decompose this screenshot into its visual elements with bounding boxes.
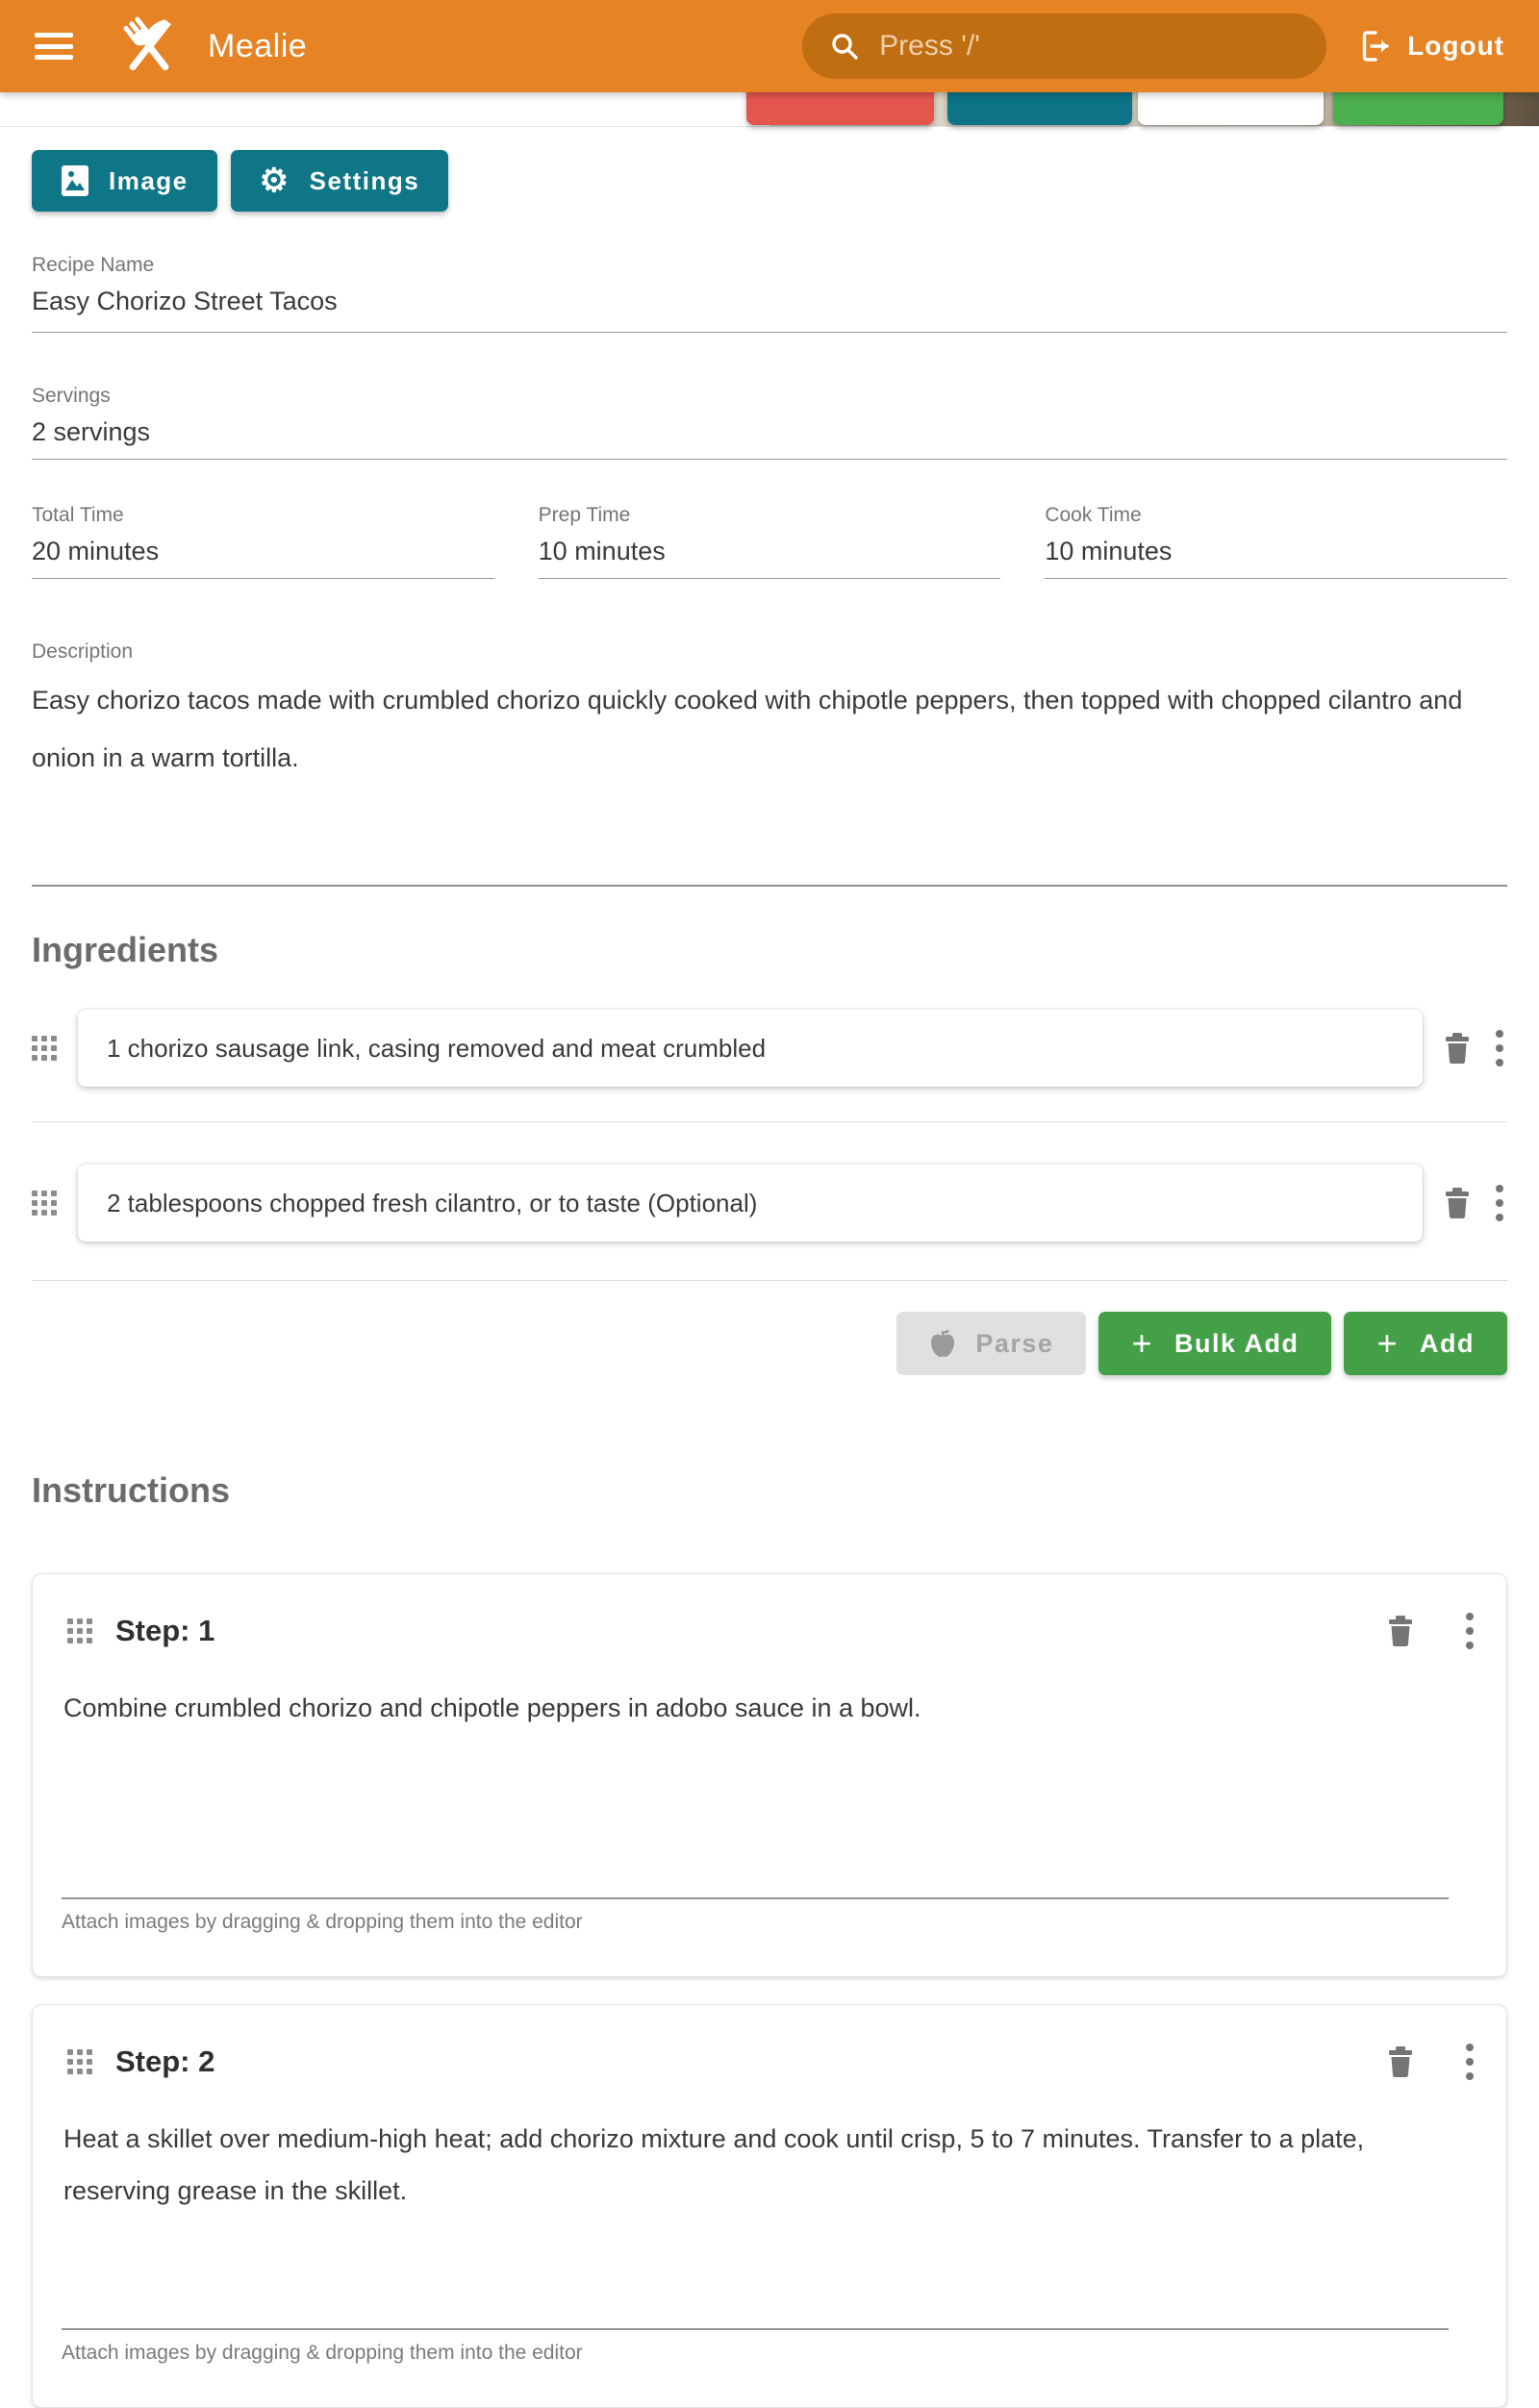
trash-icon xyxy=(1387,1616,1414,1646)
ingredients-heading: Ingredients xyxy=(32,930,219,969)
parse-button[interactable] xyxy=(896,1312,1086,1375)
ingredient-menu-button[interactable] xyxy=(1492,1181,1507,1225)
divider xyxy=(32,1280,1507,1281)
step-header xyxy=(62,2030,1477,2094)
trash-icon xyxy=(1387,2046,1414,2077)
ingredient-row xyxy=(32,1165,1507,1242)
image-button[interactable] xyxy=(32,150,217,212)
ingredient-input[interactable]: 2 tablespoons chopped fresh cilantro, or to taste (Optional) xyxy=(78,1165,1423,1242)
attach-images-hint: Attach images by dragging & dropping them into the editor xyxy=(62,2342,583,2364)
step-title: Step: 2 xyxy=(115,2044,215,2078)
bulk-add-button[interactable] xyxy=(1098,1312,1331,1375)
step-title: Step: 1 xyxy=(115,1614,215,1647)
drag-handle-icon[interactable] xyxy=(67,2049,92,2074)
app-title: Mealie xyxy=(208,27,308,64)
cook-time-label: Cook Time xyxy=(1045,504,1142,526)
plus-icon: + xyxy=(1376,1323,1400,1363)
plus-icon: + xyxy=(1131,1323,1153,1363)
total-time-label: Total Time xyxy=(32,504,124,526)
image-icon xyxy=(61,164,89,197)
recipe-name-input[interactable]: Easy Chorizo Street Tacos xyxy=(32,287,1507,333)
description-field xyxy=(32,640,1507,887)
logout-label: Logout xyxy=(1407,31,1504,61)
instructions-heading: Instructions xyxy=(32,1470,231,1510)
total-time-field xyxy=(32,504,494,579)
editor-toolbar xyxy=(32,150,1507,212)
step-card xyxy=(32,1573,1507,1977)
step-text-editor[interactable]: Combine crumbled chorizo and chipotle peppers in adobo sauce in a bowl. xyxy=(63,1693,921,1722)
servings-field xyxy=(32,385,1507,460)
search-placeholder: Press '/' xyxy=(879,30,980,62)
logout-button[interactable] xyxy=(1361,30,1504,63)
total-time-input[interactable]: 20 minutes xyxy=(32,537,494,579)
step-menu-button[interactable] xyxy=(1462,1609,1477,1653)
drag-handle-icon[interactable] xyxy=(67,1618,92,1643)
delete-ingredient-button[interactable] xyxy=(1444,1033,1471,1064)
ingredient-row xyxy=(32,1010,1507,1087)
ingredient-menu-button[interactable] xyxy=(1492,1026,1507,1070)
menu-icon[interactable] xyxy=(35,33,73,60)
bulk-add-button-label: Bulk Add xyxy=(1173,1328,1299,1358)
description-textarea[interactable]: Easy chorizo tacos made with crumbled chorizo quickly cooked with chipotle peppers, then topped with chopped cilantro and onion in a warm tortilla. xyxy=(32,686,1463,772)
step-card xyxy=(32,2004,1507,2408)
delete-step-button[interactable] xyxy=(1387,1616,1414,1646)
editor-divider xyxy=(62,2328,1449,2330)
gear-icon: ⚙ xyxy=(259,163,290,199)
servings-input[interactable]: 2 servings xyxy=(32,417,1507,460)
drag-handle-icon[interactable] xyxy=(32,1191,57,1216)
recipe-editor xyxy=(0,127,1539,2408)
step-header xyxy=(62,1599,1477,1663)
time-fields-row xyxy=(32,504,1507,579)
step-menu-button[interactable] xyxy=(1462,2040,1477,2084)
editor-divider xyxy=(62,1897,1449,1899)
attach-images-hint: Attach images by dragging & dropping them into the editor xyxy=(62,1911,583,1933)
ingredient-actions xyxy=(32,1312,1507,1375)
description-underline xyxy=(32,885,1507,887)
cook-time-field xyxy=(1045,504,1507,579)
cook-time-input[interactable]: 10 minutes xyxy=(1045,537,1507,579)
recipe-name-label: Recipe Name xyxy=(32,254,155,276)
recipe-name-field xyxy=(32,254,1507,333)
settings-button-label: Settings xyxy=(309,165,420,195)
drag-handle-icon[interactable] xyxy=(32,1036,57,1061)
mealie-logo-icon xyxy=(115,14,183,78)
prep-time-input[interactable]: 10 minutes xyxy=(539,537,1001,579)
prep-time-label: Prep Time xyxy=(538,504,631,526)
app-bar xyxy=(0,0,1539,92)
apple-icon xyxy=(929,1329,956,1358)
search-icon xyxy=(829,31,860,62)
trash-icon xyxy=(1444,1033,1471,1064)
servings-label: Servings xyxy=(32,385,111,407)
search-input[interactable] xyxy=(802,13,1326,79)
delete-step-button[interactable] xyxy=(1387,2046,1414,2077)
parse-button-label: Parse xyxy=(975,1328,1054,1358)
settings-button[interactable] xyxy=(231,150,449,212)
delete-ingredient-button[interactable] xyxy=(1444,1188,1471,1218)
description-label: Description xyxy=(32,640,134,663)
add-button-label: Add xyxy=(1420,1328,1475,1358)
add-button[interactable] xyxy=(1344,1312,1507,1375)
recipe-header-strip xyxy=(0,92,1539,127)
logout-icon xyxy=(1361,30,1392,63)
ingredient-input[interactable]: 1 chorizo sausage link, casing removed and meat crumbled xyxy=(78,1010,1423,1087)
trash-icon xyxy=(1444,1188,1471,1218)
prep-time-field xyxy=(539,504,1001,579)
divider xyxy=(32,1121,1507,1122)
step-text-editor[interactable]: Heat a skillet over medium-high heat; add chorizo mixture and cook until crisp, 5 to 7 minutes. Transfer to a plate, reserving grease in the skillet. xyxy=(63,2124,1365,2205)
image-button-label: Image xyxy=(109,165,189,195)
